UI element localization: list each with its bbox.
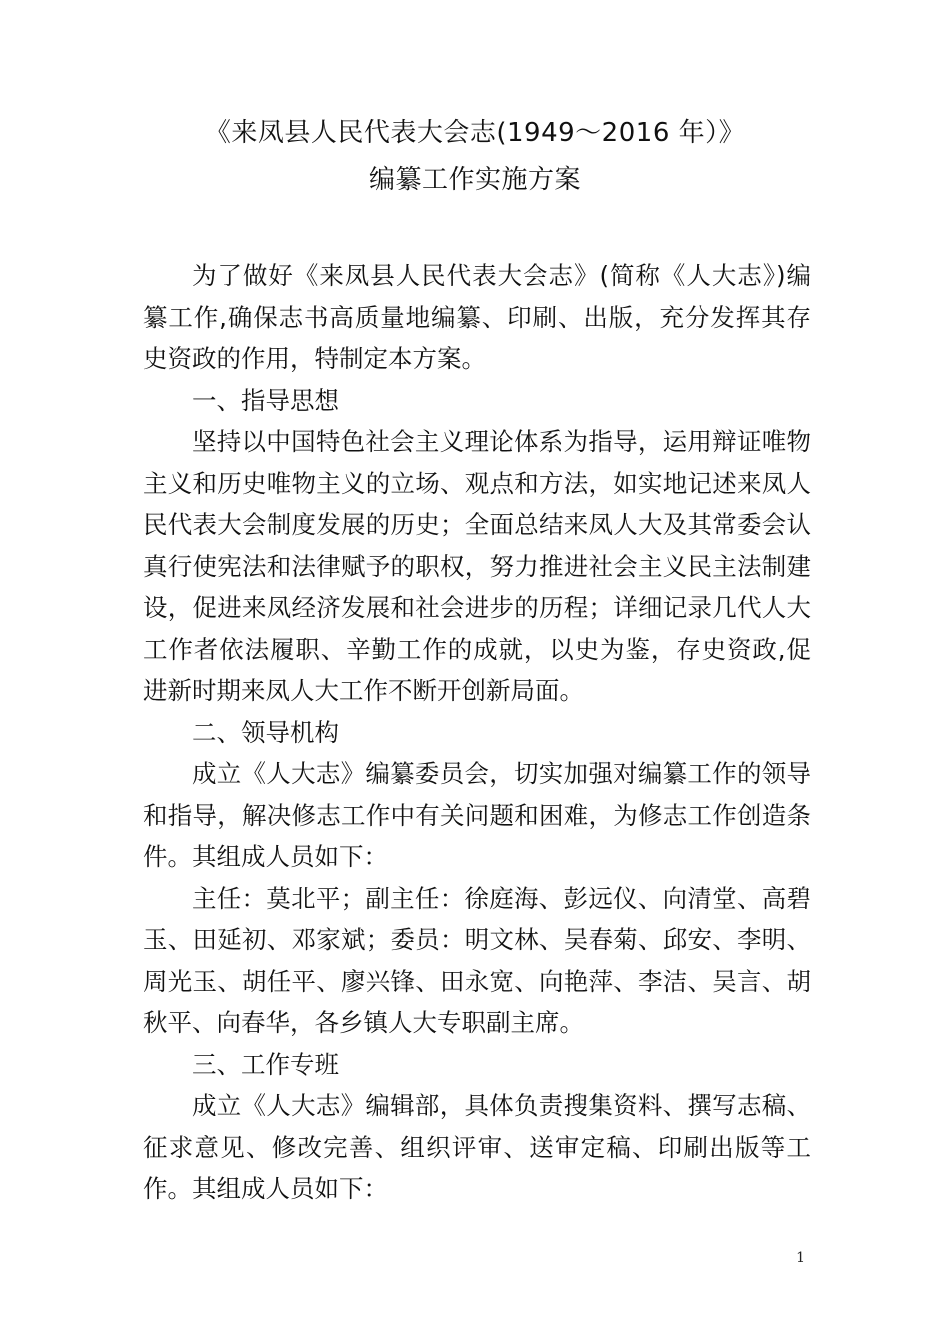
document-body bbox=[143, 255, 811, 1210]
section-heading-leadership: 二、领导机构 bbox=[192, 717, 339, 747]
section-heading-work-team: 三、工作专班 bbox=[192, 1049, 339, 1079]
intro-paragraph: 为了做好《来凤县人民代表大会志》(简称《人大志》)编纂工作,确保志书高质量地编纂、印刷、出版，充分发挥其存史资政的作用，特制定本方案。 bbox=[143, 261, 811, 373]
document-title: 《来凤县人民代表大会志(1949～2016 年）》 bbox=[204, 118, 746, 148]
section-paragraph-members: 主任：莫北平；副主任：徐庭海、彭远仪、向清堂、高碧玉、田延初、邓家斌；委员：明文林、吴春菊、邱安、李明、周光玉、胡任平、廖兴锋、田永宽、向艳萍、李洁、吴言、胡秋平、向春华，各乡镇人大专职副主席。 bbox=[143, 883, 811, 1037]
section-heading-guiding-ideology: 一、指导思想 bbox=[192, 385, 339, 415]
page-number: 1 bbox=[796, 1250, 805, 1266]
section-paragraph-leadership: 成立《人大志》编纂委员会，切实加强对编纂工作的领导和指导，解决修志工作中有关问题和困难，为修志工作创造条件。其组成人员如下： bbox=[143, 759, 811, 871]
document-subtitle: 编纂工作实施方案 bbox=[368, 165, 581, 195]
section-paragraph-work-team: 成立《人大志》编辑部，具体负责搜集资料、撰写志稿、征求意见、修改完善、组织评审、送审定稿、印刷出版等工作。其组成人员如下： bbox=[143, 1091, 811, 1203]
section-paragraph-guiding-ideology: 坚持以中国特色社会主义理论体系为指导，运用辩证唯物主义和历史唯物主义的立场、观点和方法，如实地记述来凤人民代表大会制度发展的历史；全面总结来凤人大及其常委会认真行使宪法和法律赋予的职权，努力推进社会主义民主法制建设，促进来凤经济发展和社会进步的历程；详细记录几代人大工作者依法履职、辛勤工作的成就，以史为鉴，存史资政,促进新时期来凤人大工作不断开创新局面。 bbox=[143, 427, 811, 705]
